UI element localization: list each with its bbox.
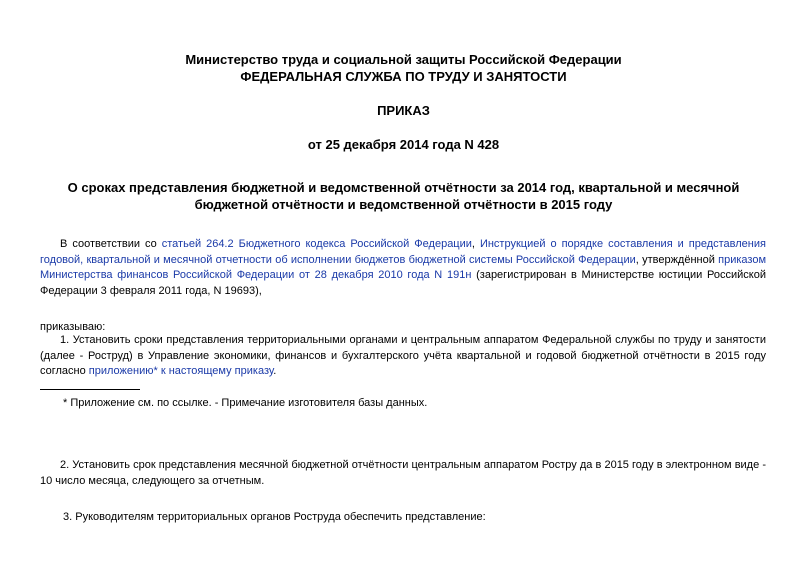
footnote: * Приложение см. по ссылке. - Примечание изготовителя базы данных. [63,397,428,409]
text-span: 1. Установить сроки представления территориальными органами и центральным аппаратом Федеральной службы по труду и занятости (далее - Роструд) в Управление экономики, финансов и бухгалтерского учёта квартальной и годовой бюджетной отчётности в 2015 году согласно [40,334,766,377]
text-span: В соответствии со [60,238,162,250]
doc-title-line-2: бюджетной отчётности и ведомственной отчётности в 2015 году [194,197,613,212]
paragraph-preamble [40,237,766,299]
paragraph-item-1 [40,333,766,380]
paragraph-order-word: приказываю: [40,321,106,333]
text-span: . [273,365,277,377]
text-span: , [471,238,480,250]
service-name: ФЕДЕРАЛЬНАЯ СЛУЖБА ПО ТРУДУ И ЗАНЯТОСТИ [240,69,567,84]
doc-date: от 25 декабря 2014 года N 428 [307,137,500,152]
text-span: (зарегистрирован в Министерстве юстиции Российской Федерации 3 февраля 2011 года, N 19693), [40,269,766,297]
link-minfin-order[interactable]: приказом Министерства финансов Российской Федерации от 28 декабря 2010 года N 191н [40,253,767,281]
link-appendix[interactable]: приложению* к настоящему приказу [88,365,274,377]
doc-type: ПРИКАЗ [377,103,430,118]
link-reporting-instruction[interactable]: Инструкцией о порядке составления и представления годовой, квартальной и месячной отчетности об исполнении бюджетов бюджетной системы Российской Федерации [40,238,766,266]
ministry-name: Министерство труда и социальной защиты Российской Федерации [185,52,622,67]
footnote-divider [40,389,140,390]
doc-title-line-1: О сроках представления бюджетной и ведомственной отчётности за 2014 год, квартальной и месячной [67,180,740,195]
paragraph-item-2: 2. Установить срок представления месячной бюджетной отчётности центральным аппаратом Ростру да в 2015 году в электронном виде - 10 число месяца, следующего за отчетным. [40,459,766,487]
paragraph-item-3: 3. Руководителям территориальных органов Роструда обеспечить представление: [63,511,486,523]
text-span: , утверждённой [635,253,719,266]
link-budget-code-article[interactable]: статьей 264.2 Бюджетного кодекса Российской Федерации [161,238,472,250]
